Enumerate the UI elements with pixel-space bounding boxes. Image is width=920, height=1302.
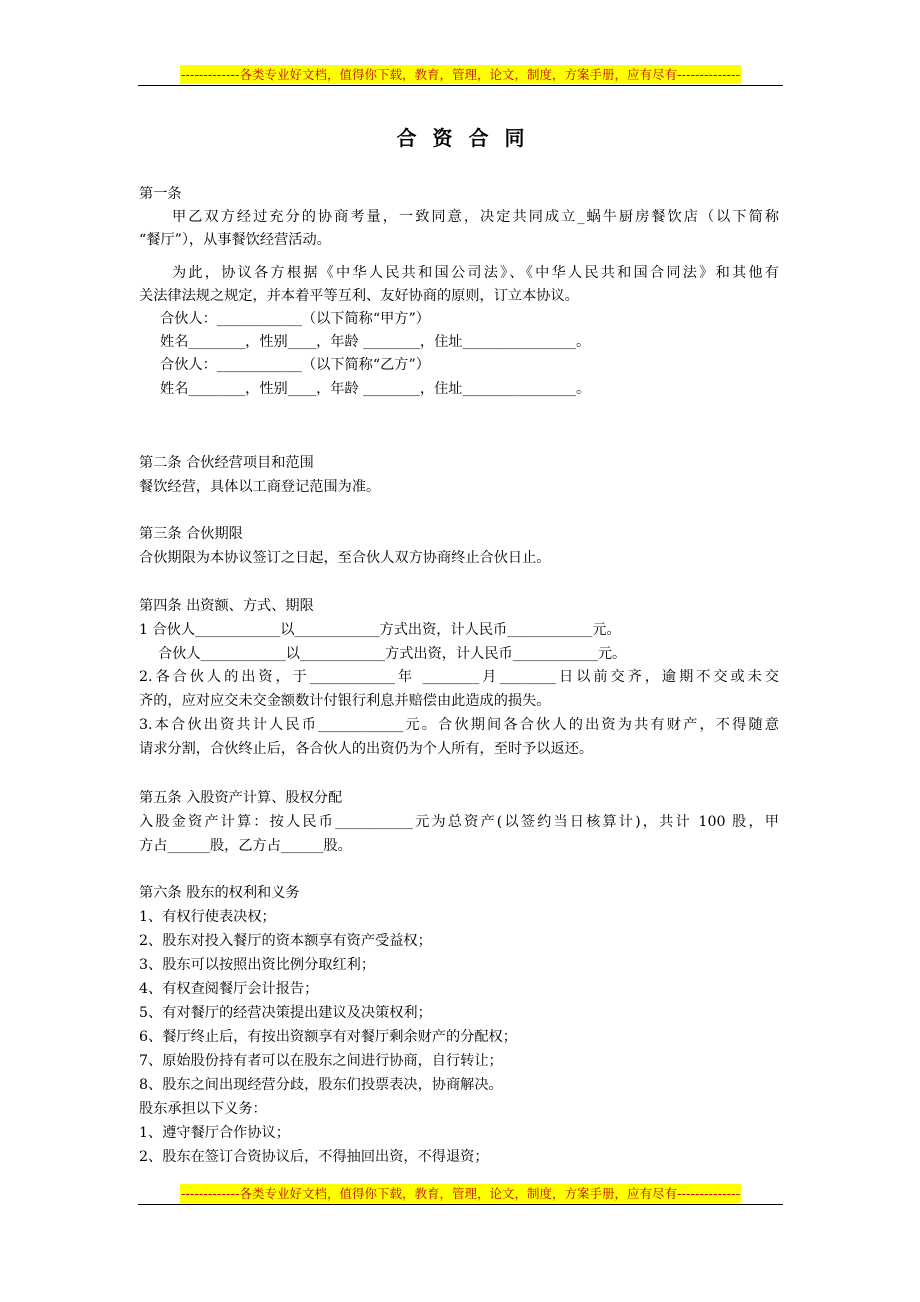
list-item: 7、原始股份持有者可以在股东之间进行协商，自行转让； (139, 1053, 503, 1069)
paragraph-line: 甲乙双方经过充分的协商考量，一致同意，决定共同成立_蜗牛厨房餐饮店（以下简称 (172, 209, 779, 225)
paragraph-line: 合伙期限为本协议签订之日起，至合伙人双方协商终止合伙日止。 (139, 550, 551, 566)
header-banner: -------------各类专业好文档，值得你下载，教育，管理，论文，制度，方案手册，应有尽有-------------- (180, 67, 741, 82)
list-item: 2、股东在签订合资协议后，不得抽回出资，不得退资； (139, 1149, 489, 1165)
list-item: 3、股东可以按照出资比例分取红利； (139, 957, 376, 973)
list-item: 2、股东对投入餐厅的资本额享有资产受益权； (139, 933, 432, 949)
paragraph-line: 入股金资产计算：按人民币___________元为总资产(以签约当日核算计)，共计 100 股，甲 (139, 814, 779, 830)
paragraph-line: 2.各合伙人的出资，于____________年 ________月________日以前交齐，逾期不交或未交 (139, 669, 779, 685)
header-banner-wrap (138, 64, 783, 84)
paragraph-line: 方占______股，乙方占______股。 (139, 838, 352, 854)
list-item: 1、有权行使表决权； (139, 909, 276, 925)
list-item: 5、有对餐厅的经营决策提出建议及决策权利； (139, 1005, 432, 1021)
partner-b-line: 合伙人：____________（以下简称“乙方”） (160, 357, 430, 373)
article-1-heading: 第一条 (139, 186, 182, 202)
list-item: 4、有权查阅餐厅会计报告； (139, 981, 319, 997)
list-item: 6、餐厅终止后，有按出资额享有对餐厅剩余财产的分配权； (139, 1029, 517, 1045)
contribution-line: 合伙人____________以____________方式出资，计人民币____________元。 (158, 646, 627, 662)
footer-banner: -------------各类专业好文档，值得你下载，教育，管理，论文，制度，方案手册，应有尽有-------------- (180, 1186, 741, 1201)
paragraph-line: 3.本合伙出资共计人民币____________元。合伙期间各合伙人的出资为共有财产，不得随意 (139, 717, 779, 733)
obligations-heading: 股东承担以下义务： (139, 1101, 267, 1117)
paragraph-line: 齐的，应对应交未交金额数计付银行利息并赔偿由此造成的损失。 (139, 693, 551, 709)
footer-banner-wrap (138, 1183, 783, 1203)
paragraph-line: “餐厅”），从事餐饮经营活动。 (139, 232, 331, 248)
paragraph-line: 请求分割，合伙终止后，各合伙人的出资仍为个人所有，至时予以返还。 (139, 741, 594, 757)
paragraph-line: 关法律法规之规定，并本着平等互利、友好协商的原则，订立本协议。 (139, 288, 579, 304)
paragraph-line: 为此，协议各方根据《中华人民共和国公司法》、《中华人民共和国合同法》和其他有 (172, 265, 779, 281)
partner-a-line: 合伙人：____________（以下简称“甲方”） (160, 311, 430, 327)
article-5-heading: 第五条 入股资产计算、股权分配 (139, 790, 343, 806)
list-item: 8、股东之间出现经营分歧，股东们投票表决，协商解决。 (139, 1077, 503, 1093)
article-3-heading: 第三条 合伙期限 (139, 526, 243, 542)
footer-rule (138, 1204, 783, 1205)
partner-b-details: 姓名________，性别____，年龄 ________，住址________________。 (160, 381, 591, 397)
article-6-heading: 第六条 股东的权利和义务 (139, 885, 300, 901)
paragraph-line: 餐饮经营，具体以工商登记范围为准。 (139, 479, 381, 495)
article-2-heading: 第二条 合伙经营项目和范围 (139, 455, 314, 471)
header-rule (138, 85, 783, 86)
document-title: 合资合同 (396, 126, 541, 150)
article-4-heading: 第四条 出资额、方式、期限 (139, 598, 314, 614)
list-item: 1、遵守餐厅合作协议； (139, 1125, 290, 1141)
partner-a-details: 姓名________，性别____，年龄 ________，住址________________。 (160, 334, 591, 350)
contribution-line: 1 合伙人____________以____________方式出资，计人民币____________元。 (139, 622, 621, 638)
